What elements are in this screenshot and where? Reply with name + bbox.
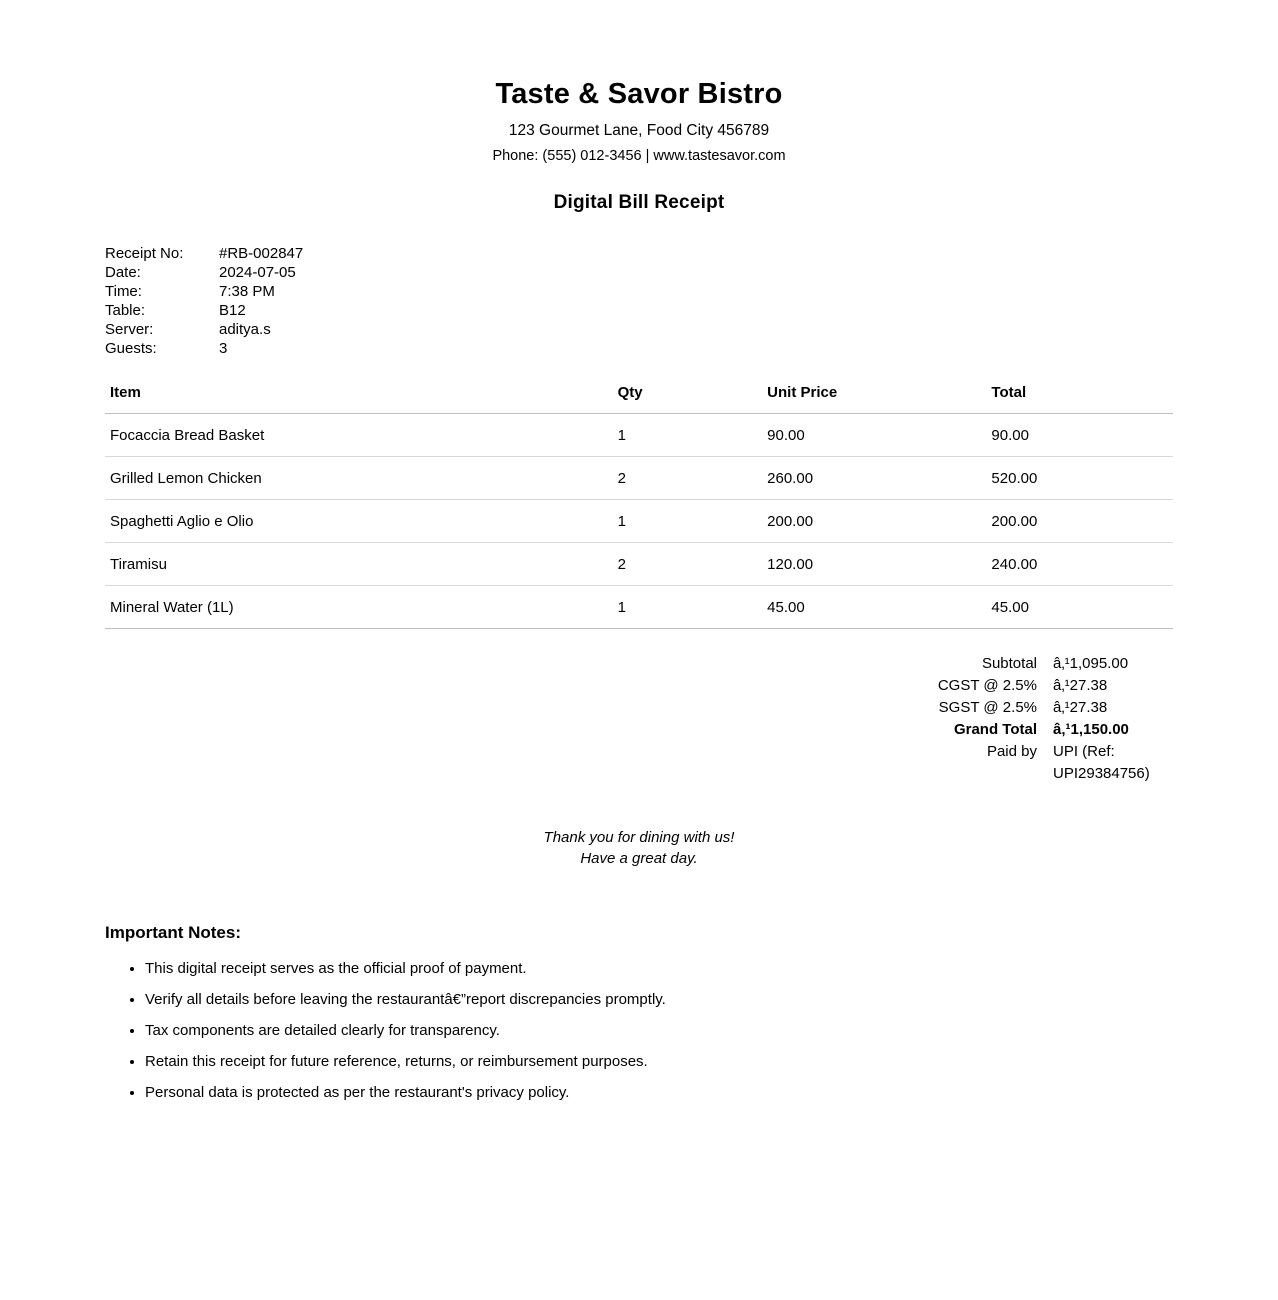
meta-value: 3 [219,340,228,357]
restaurant-address: 123 Gourmet Lane, Food City 456789 [508,122,770,139]
total-label: Paid by [986,743,1037,760]
column-header-item: Item [105,384,618,414]
table-row [105,500,1173,543]
list-item: • Verify all details before leaving the restaurantâ€”report discrepancies promptly. [145,990,1173,1009]
meta-label: Guests: [105,340,157,357]
table-row [105,457,1173,500]
thanks-line-1: Thank you for dining with us! [543,829,735,846]
meta-value: 7:38 PM [219,283,275,300]
cell-unit-price: 200.00 [767,500,991,543]
column-header-qty: Qty [618,384,768,414]
line-items-table [105,384,1173,629]
total-value: â‚¹1,095.00 [1053,655,1129,672]
list-item: • Tax components are detailed clearly for transparency. [145,1021,1173,1040]
total-row-cgst [938,675,1173,697]
meta-value: B12 [219,302,246,319]
total-label: Grand Total [953,721,1037,738]
meta-row [105,263,1173,282]
cell-item: Focaccia Bread Basket [105,414,618,457]
meta-value: #RB-002847 [219,245,304,262]
total-label: CGST @ 2.5% [937,677,1037,694]
cell-total: 520.00 [991,457,1173,500]
cell-item: Mineral Water (1L) [105,586,618,629]
restaurant-contact: Phone: (555) 012-3456 | www.tastesavor.com [492,148,786,164]
total-value: â‚¹1,150.00 [1053,721,1129,738]
notes-list [105,959,1173,1102]
totals-section [105,653,1173,785]
cell-item: Tiramisu [105,543,618,586]
list-item: • This digital receipt serves as the official proof of payment. [145,959,1173,978]
total-value: â‚¹27.38 [1053,677,1108,694]
meta-value: aditya.s [219,321,271,338]
cell-unit-price: 45.00 [767,586,991,629]
meta-label: Table: [105,302,146,319]
cell-qty: 1 [618,500,768,543]
total-label: Subtotal [981,655,1037,672]
table-row [105,586,1173,629]
cell-unit-price: 120.00 [767,543,991,586]
receipt-meta [105,244,1173,358]
meta-row [105,320,1173,339]
cell-qty: 1 [618,586,768,629]
cell-total: 45.00 [991,586,1173,629]
total-row-sgst [939,697,1173,719]
cell-item: Grilled Lemon Chicken [105,457,618,500]
cell-qty: 2 [618,457,768,500]
notes-title: Important Notes: [105,923,241,942]
cell-unit-price: 90.00 [767,414,991,457]
list-item: • Personal data is protected as per the restaurant's privacy policy. [145,1083,1173,1102]
cell-qty: 1 [618,414,768,457]
thank-you-message [105,827,1173,869]
meta-value: 2024-07-05 [219,264,296,281]
total-row-paid-by [987,741,1173,785]
cell-total: 200.00 [991,500,1173,543]
table-row [105,414,1173,457]
cell-unit-price: 260.00 [767,457,991,500]
meta-label: Date: [105,264,141,281]
table-header-row [105,384,1173,414]
meta-row [105,282,1173,301]
meta-label: Receipt No: [105,245,184,262]
cell-qty: 2 [618,543,768,586]
total-row-subtotal [982,653,1173,675]
meta-label: Server: [105,321,154,338]
restaurant-name: Taste & Savor Bistro [495,78,783,110]
cell-item: Spaghetti Aglio e Olio [105,500,618,543]
document-title: Digital Bill Receipt [553,192,725,213]
meta-row [105,244,1173,263]
receipt-header [105,78,1173,164]
meta-row [105,339,1173,358]
total-label: SGST @ 2.5% [938,699,1037,716]
column-header-unit-price: Unit Price [767,384,991,414]
column-header-total: Total [991,384,1173,414]
cell-total: 240.00 [991,543,1173,586]
total-value: â‚¹27.38 [1053,699,1108,716]
list-item: • Retain this receipt for future reference, returns, or reimbursement purposes. [145,1052,1173,1071]
cell-total: 90.00 [991,414,1173,457]
total-row-grand-total [954,719,1173,741]
thanks-line-2: Have a great day. [580,850,698,867]
table-row [105,543,1173,586]
meta-label: Time: [105,283,142,300]
meta-row [105,301,1173,320]
total-value: UPI (Ref: UPI29384756) [1053,743,1150,782]
